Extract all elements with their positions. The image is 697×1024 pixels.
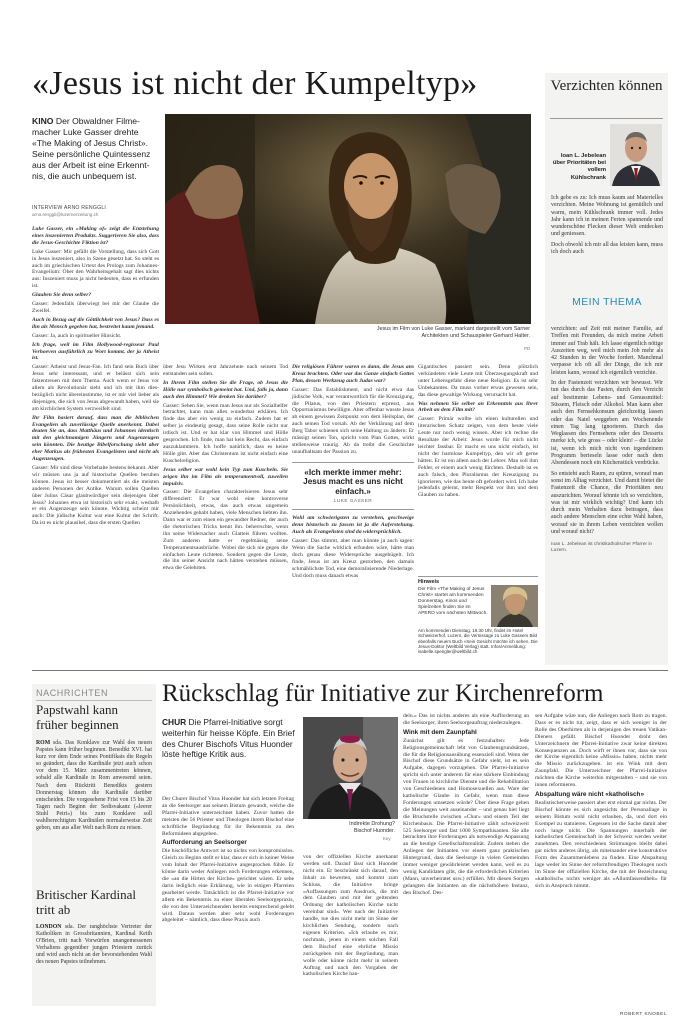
- bottom-col-3: [403, 713, 529, 1006]
- hinweis-text2: Am kommenden Dienstag, 19.30 Uhr, findet im Hotel Schweizerhof, Luzern, die Vernissage zu Luke Gassers Bild ebenfalls neuem Buch «Sein Gesicht möchte ich sehen. Die Jesus-Doktor (Weltbild Verlag) statt. Infos/Anmeldung: isabelle.spengler@weltbild.ch: [418, 628, 538, 655]
- q7: Jesus selber war wohl kein Typ zum Kuscheln. Sie zeigen ihn im Film als temperamentvoll, zuweilen impulsiv.: [163, 466, 288, 487]
- jesus-photo-credit: PD: [524, 346, 531, 351]
- opinion-body-1: [551, 195, 663, 258]
- bottom-col3-subhead: Wink mit dem Zaunpfahl: [403, 728, 477, 736]
- news-item-1-text: sda. Das Konklave zur Wahl des neuen Papstes kann früher beginnen. Benedikt XVI. hat kurz vor dem Ende seines Pontifikats die Regeln so geändert, dass die Kardinäle jetzt auch schon vor dem 15. März zusammentreten können, sobald alle Kardinäle in Rom anwesend seien. Nach dem Rücktritt Benedikts gestern Donnerstag können die Kardinäle darüber entscheiden. Die vorgesehene Frist von 15 bis 20 Tagen nach Beginn der Sedisvakanz («leerer Stuhl Petri») bis zum Konklave soll wahlberechtigten Kardinälen normalerweise Zeit geben, um aus aller Welt nach Rom zu reisen.: [36, 740, 152, 832]
- bottom-col3-intro: deln.» Das ist nichts anderes als eine Aufforderung an die Seelsorger, ihren Seelsorgeauftrag niederzulegen.: [403, 713, 529, 726]
- bottom-lead-text: Die Pfarrei-Initiative sorgt weiterhin für heisse Köpfe. Ein Brief des Churer Bischofs Vitus Huonder löste heftige Kritik aus.: [162, 717, 295, 760]
- bottom-col4-subhead: Abspaltung wäre nicht «katholisch»: [535, 790, 645, 798]
- top-col-3: [292, 364, 414, 654]
- news-item-2-title: Britischer Kardinal tritt ab: [36, 887, 136, 917]
- jebelean-portrait-illustration: [610, 124, 662, 186]
- opinion-author-caption: Ioan L. Jebelean über Prioritäten bei vollem Kühlschrank: [552, 153, 606, 181]
- q6: In Ihrem Film stellen Sie die Frage, ob Jesus die Hölle nur symbolisch gemeint hat. Und, falls ja, dann auch den Himmel? Wie denken Sie darüber?: [163, 379, 288, 400]
- jesus-photo: [165, 114, 531, 324]
- q10: Was nehmen Sie selber an Erkenntnis aus Ihrer Arbeit an dem Film mit?: [418, 400, 538, 414]
- pull-quote-attr: LUKE GASSER: [333, 498, 373, 504]
- a5: Gasser: Mir sind diese Vorbehalte bestens bekannt. Aber wir müssen uns ja auf historische Quellen beruhen können. Jesus ist besser dokumentiert als die meisten anderen Personen der Antike. Warum sollen Quellen über Julius Cäsar glaubwürdiger sein diejenigen über Jesus? Johannes etwa ist historisch sehr exakt, weshalb er ein Augenzeuge sein könnte. Wichtig scheint mir auch: Die jüdische Kultur war eine Kultur der Schrift. Da ist es nicht plausibel, dass die ersten Quellen: [32, 465, 159, 527]
- news-item-1-place: ROM: [36, 740, 51, 746]
- top-col-4: [418, 364, 538, 560]
- bottom-col-2: [303, 854, 398, 1006]
- section-divider: [32, 670, 668, 671]
- opinion-para-3: verzichten: auf Zeit mit meiner Familie, auf Treffen mit Freunden, da mich meine Arbeit immer auf Trab hält. Ich lasse eigentlich nötige Auszeiten weg, weil mich mein Job mehr als 42 Stunden in der Woche fordert. Manchmal verpasse ich oft all der Dinge, die ich mir leisten kann, worauf ich eigentlich verzichte.: [551, 326, 663, 376]
- a3: Gasser: Ja, auch in spiritueller Hinsicht.: [32, 332, 122, 339]
- bottom-col4-text2: Realistischerweise passiert aber erst einmal gar nichts. Der Bischof könnte es sich angesichts der Personallage in seinem Bistum wohl nicht erlauben, da, und dort ein Exempel zu statuieren. Gegessen ist die Sache damit aber noch lange nicht. Die Spannungen innerhalb der katholischen Gemeinschaft in der Schweiz werden weiter zunehmen. Den verschiedenen Strömungen bleibt dabei gar nichts anderes übrig, als miteinander eine konstruktive Form des Zusammenlebens zu finden. Eine Abspaltung lage weder im Sinne der reformfreudigen Theologen noch im Sinne der offiziellen Kirche, die mit der Bezeichnung «katholisch» nichts weniger als «Allumfassendheit» für sich in Anspruch nimmt.: [535, 799, 667, 889]
- opinion-footer: Ioan L. Jebelean ist christkatholischer Pfarrer in Luzern.: [551, 542, 653, 554]
- opinion-para-2: Doch obwohl ich mir all das leisten kann, muss ich doch auch: [551, 241, 663, 256]
- bottom-lead: [162, 717, 298, 760]
- hinweis-box: [418, 576, 538, 656]
- bottom-author: ROBERT KNOBEL: [619, 1012, 667, 1017]
- top-byline-email: arno.renggli@luzernerzeitung.ch: [32, 212, 99, 217]
- a4: Gasser: Atheist und Jesus-Fan. Ich fand sein Buch über Jesus sehr interessant, und er belässt sich sein faktentreuen mit dem Thema. Auch wenn er Jesus vor allem als Revolutionär sieht und ich mit ihm dies-bezüglich nicht übereinstimme, ist er mir viel lieber als diejenigen, die sich von Jesus abgewandt haben, weil sie am kirchlichen System verzweifelt sind.: [32, 364, 159, 412]
- q2: Glauben Sie denn selber?: [32, 292, 92, 299]
- q5: Ihr Film basiert darauf, dass man die biblischen Evangelien als zuverlässige Quelle anerkennt. Dabei deuten Sie an, dass Matthäus und Johannes identisch mit den gleichnamigen Jüngern und Augenzeugen sein könnten. Die heutige Bibelforschung sieht aber eher Markus als frühesten Evangelisten und nicht als Augenzeugen.: [32, 414, 159, 463]
- bottom-col-1: [162, 796, 294, 1006]
- opinion-para-1: Ich gebe es zu: Ich muss kaum auf Materielles verzichten. Meine Wohnung ist gemütlich und warm, mein Kühlschrank immer voll. Jedes Jahr kann ich in meinen Ferien spannende und wunderschöne Flecken dieser Welt entdecken und geniessen.: [551, 195, 663, 238]
- top-byline: INTERVIEW ARNO RENGGLI: [32, 205, 107, 211]
- top-lead: [32, 116, 160, 182]
- pull-quote-text: «Ich merkte immer mehr: Jesus macht es uns nicht einfach.»: [303, 467, 403, 496]
- news-item-2-text: sda. Der ranghöchste Vertreter der Katholiken in Grossbritannien, Kardinal Keith O'Brien, tritt nach Vorwürfen unangemessenen Verhaltens gegenüber jungen Priestern zurück und wird auch nicht an der bevorstehenden Wahl des neuen Papstes teilnehmen.: [36, 924, 152, 966]
- bottom-headline: Rückschlag für Initiative zur Kirchenreform: [162, 680, 604, 707]
- a9b: Gigantisches passiert sein. Denn plötzlich verkündeten viele Leute mit Überzeugungskraft und unter Lebensgefahr diese neue Religion. Es ist sehr Unbekanntes. Da muss vorher etwas gewesen sein, das diese gewaltige Wirkung verursacht hat.: [418, 364, 538, 398]
- news-item-2: [36, 924, 152, 967]
- news-label-rule: [36, 700, 152, 701]
- a7: Gasser: Die Evangelien charakterisieren Jesus sehr differenziert: Er war wohl eine kontroverse Persönlichkeit, etwas, das auch etwas ungemein Anziehendes gehabt haben, viele Menschen liebten ihn. Dann war er zum einen ein gewandter Redner, der auch die rhetorischen Tricks kennt ihn. beherrschte, wenn ihn seine Widersacher auch Glatteis führen wollten. Zum anderen hatte er regelmässig seine Temperamentsausbrüche. Wobei die sich nie gegen die einfachen Leute richteten. Sondern gegen die Leute, die ihn seiner Ansicht nach hätten verstehen müssen, etwa die Gelehrten.: [163, 489, 288, 572]
- opinion-label: MEIN THEMA: [572, 296, 642, 308]
- a6: Gasser: Sehen Sie, wenn man Jesus nur als Sozialhelfer betrachtet, kann man alles wunderbar erklären. Ich finde das aber ein wenig zu einfach. Zudem hat er selber ja eindeutig gesagt, dass seine Rolle nicht nur irdisch ist. Und er hat klar von Himmel und Hölle gesprochen. Ich finde, man hat kein Recht, das einfach auszuklammern. Ich hoffe natürlich, dass es keine Hölle gibt. Aber das Christentum ist nicht einfach eine Kuschelreligion.: [163, 402, 288, 464]
- bottom-col1-text: Die bischöfliche Antwort ist so nichts von kompromisslos. Gleich zu Beginn stellt er klar, dass er sich in keiner Weise vom Inhalt der Pfarrei-Initiative angesprochen fühle. Er könne darin weder Anliegen noch Forderungen erkennen, die «an die Hirten der Kirche» gerichtet wären. Er sehe darin lediglich eine Erklärung, wie in einigen Pfarreien gearbeitet werde. Tatsächlich ist die Pfarrei-Initiative vor allem ein Bekenntnis zu einer liberalen Seelsorgepraxis, die von den Unterzeichnenden bereits entsprechend gelebt wird. Daraus werden aber sehr wohl Forderungen abgeleitet – nämlich, dass diese Praxis auch: [162, 848, 294, 924]
- hinweis-text: Der Film «The Making of Jesus Christ» startet am kommenden Donnerstag. Kinos und Spielzeiten finden Sie im APERO vom nächsten Mittwoch.: [418, 587, 488, 616]
- opinion-divider: [550, 118, 663, 119]
- opinion-para-5: So entsteht auch Raum, zu spüren, worauf man sonst im Alltag verzichtet. Und damit bietet die Fastenzeit die Chance, die Prioritäten neu auszurichten. Worauf könnte ich so verzichten, was ist mir wirklich wichtig? Und kann ich durch mein Verhalten dazu beitragen, dass auch andere Menschen eine echte Wahl haben, worauf sie in ihrem Leben verzichten wollen und worauf nicht?: [551, 470, 663, 536]
- q4: Ich frage, weil im Film Hollywood-regisseur Paul Verhoeven ausführlich zu Wort kommt, der ja Atheist ist.: [32, 341, 159, 362]
- bottom-col4-text: sen Aufgabe wäre nun, die Anliegen nach Rom zu tragen. Dass er es nicht tut, zeigt, dass er sich weniger in der Rolle des Oberhirten als in derjenigen des treuen Vatikan-Dieners gefällt. Bischof Huonder droht den Unterzeichnern der Pfarrei-Initiative zwar keine direkten Konsequenzen an. Doch wirft er ihnen vor, dass sie von der Kirche eigentlich keine «Missio» haben, nichts mehr die Missio zurückzugeben. ist ein Wink mit dem Zaunpfahl. Die Unterzeichner der Pfarrei-Initiative möchten die Kirche weiterhin mitgestalten – und sie von innen reformieren.: [535, 713, 667, 789]
- opinion-para-4: In der Fastenzeit verzichten wir bewusst. Wir tun das durch das Fasten, durch den Verzicht auf bestimmte Lebens- und Genussmittel: Süssem, Fleisch oder Alkohol. Man kann aber auch den Fernsehkonsum gleichzeitig lassen oder das Natel weggeben am Wochenende einen Tag lang ignorieren. Durch das Weglassen des Fernsehens oder des Desserts merke ich, wie gross – oder klein! – die Lücke ist, wenn ich mich nicht von irgendeinem Programm berieseln lasse oder nach dem Abendessen noch ein Küchenstück verdrücke.: [551, 380, 663, 467]
- q1: Luke Gasser, ein «Making of» zeigt die Entstehung eines inszenierten Produkts. Suggerieren Sie also, dass die Jesus-Geschichte Fiktion ist?: [32, 226, 159, 246]
- a5b: über Jesu Wirken erst Jahrzehnte nach seinem Tod entstanden sein sollen.: [163, 364, 288, 377]
- top-col-1: [32, 226, 159, 656]
- opinion-title: Verzichten können: [550, 78, 663, 94]
- a10: Gasser: Primär wollte ich einen kulturellen und literarischen Schatz zeigen, von dem heute viele Leute nur noch wenig wissen. Aber ich rechne die Resultate der Arbeit: Jesus wurde für mich nicht leichter fassbar. Er macht es uns nicht einfach, ist nicht der harmlose Kumpeltyp, den wir oft gerne hätten. Er ist ein allem auch der Lehrer. Man soll ihm Fehler, er einem auch wenig fürchten. Deshalb ist es auch falsch, den Pluralismus der Kreuzigung zu ignorieren, wie das heute oft gefordert wird. Ich habe jedenfalls gelernt, mehr Respekt vor ihm und dem Glauben zu haben.: [418, 416, 538, 499]
- jebelean-portrait: [610, 124, 662, 186]
- news-item-1-title: Papstwahl kann früher beginnen: [36, 702, 119, 732]
- top-kicker: KINO: [32, 116, 54, 126]
- huonder-photo-credit: Key: [383, 836, 391, 841]
- a1: Luke Gasser: Mir gefällt die Vorstellung, dass sich Gott in Jesus inszeniert, also in Szene gesetzt hat. So steht es auch im griechischen Urtext des Prologs zum Johannes-Evangelium: Ober den Wahrheitsgehalt sagt dies nichts aus: Inszeniert muss ja nicht bedeuten, dass es erfunden ist.: [32, 248, 159, 290]
- a9: Gasser: Das stimmt, aber man könnte ja auch sagen: Wenn die Sache wirklich erfunden wäre, hätte man doch genau diese Widersprüche ausgebügelt. Ich finde, Jesus ist am Kreuz gestorben, den damals schmählichste Tod, eine demoralisierende Niederlage. Und doch muss danach etwas: [292, 538, 414, 579]
- bottom-col2-text: von der offiziellen Kirche anerkannt werden soll. Darauf lässt sich Huonder nicht ein. Er beschränkt sich darauf, den Inhalt zu bewerten, und kommt zum Schluss, die Initiative bringe «Auffassungen zum Ausdruck, die mit dem Glauben und mit der geltenden Ordnung der katholischen Kirche nicht vereinbar sind». Wer nach der Initiative handle, tue dies nicht mehr im Sinne der kirchlichen Sendung, sondern nach eigenen Kriterien. «Ich erlaube es mir, nochmals, jenen in einem solchen Fall dem Bischof eine ehrliche Missio zurückgeben mit der Begründung, man wolle oder könne nicht mehr in seinem Auftrag und nach den Vorgaben der katholischen Kirche han-: [303, 854, 398, 978]
- jesus-photo-caption: Jesus im Film von Luke Gasser, markant dargestellt vom Sarner Architekten und Schauspieler Gerhard Halter.: [376, 326, 530, 339]
- huonder-photo-illustration: [303, 717, 398, 819]
- bottom-kicker: CHUR: [162, 717, 187, 727]
- top-col-2: [163, 364, 288, 654]
- news-section-label: NACHRICHTEN: [36, 688, 109, 698]
- bottom-col1-subhead: Aufforderung an Seelsorger: [162, 839, 247, 847]
- gasser-portrait-illustration: [491, 585, 538, 627]
- news-item-2-place: LONDON: [36, 924, 62, 930]
- top-lead-text: Der Obwaldner Filme-macher Luke Gasser drehte «The Making of Jesus Christ». Seine persönliche Quintessenz aus der Arbeit ist eine Erkennt-nis, die auch unbequem ist.: [32, 116, 151, 181]
- bottom-col-4: [535, 713, 667, 1009]
- hinweis-title: Hinweis: [418, 579, 440, 585]
- news-item-1: [36, 740, 152, 832]
- top-headline: «Jesus ist nicht der Kumpeltyp»: [32, 65, 478, 102]
- bottom-col1-intro: Der Churer Bischof Vitus Huonder hat sich letzten Freitag an die Seelsorger aus seinem Bistum gewandt, welche die Pfarrei-Initiative unterzeichnet haben. Zuvor hatten die meisten der 56 Priester und Theologen ihrem Bischof eine schriftliche Begründung für ihr Bekenntnis zu den Reformideen abgegeben.: [162, 796, 294, 837]
- bottom-col3-text: Zunächst gilt es festzuhalten: Jede Religionsgemeinschaft lebt von Glaubensgrundsätzen, die für die Religionsausübung essenziell sind. Wenn der Bischof diese Grundsätze in Gefahr sieht, ist es sein Aufgabe, dagegen vorzugehen. Die Pfarrei-Initiative spricht sich unter anderem für eine stärkere Einbindung von Frauen in kirchliche Dienste und die Rehabilitation von Geschiedenen und Homosexuellen aus. Ware der katholische Glaube in Gefahr, wenn man diese Forderungen umsetzen würde? Über diese Frage gehen die Meinungen weit auseinander – und genau hier liegt die Bruchstelle zwischen «Chur» und einem Teil der Kirchenbasis. Die Pfarrei-Initiative zählt schweizweit 525 Seelsorger und fast 1000 Sympathisanten. Sie alle betrachten ihre Forderungen als notwendige Anpassung an die heutige Gesellschaftsrealität. Zudem stehen die Anliegen der Initianten vor einem ganz praktischen Hintergrund, dass die Seelsorge in vielen Gemeinden immer weniger gewährleistet werden kann, weil es zu wenig Kandidaten gibt, die die erforderlichen Kriterien (Mann, unverheiratet usw.) erfüllen. Mit diesen Sorgen gelangten die Initianten an die nächsthöhere Instanz, den Bischof. Des-: [403, 737, 529, 896]
- q8: Die religiösen Führer waren es dann, die Jesus ans Kreuz brachten. Oder war das Ganze einfach Gottes Plan, dessen Werkzeug auch Judas war?: [292, 364, 414, 384]
- huonder-photo: [303, 717, 398, 819]
- huonder-photo-caption: Indirekte Drohung? Bischof Huonder.: [349, 821, 395, 834]
- jesus-photo-illustration: [165, 114, 531, 324]
- opinion-body-2: [551, 326, 663, 556]
- q9: Wohl am schwierigsten zu verstehen, geschweige denn historisch zu fassen ist ja die Auferstehung. Auch als Evangelisten sind da widersprüchlich.: [292, 515, 414, 536]
- a2: Gasser: Jedenfalls überwiegt bei mir der Glaube die Zweifel.: [32, 301, 159, 314]
- pull-quote: [292, 462, 414, 511]
- gasser-portrait: [491, 585, 538, 627]
- a8: Gasser: Das Establishment, und nicht etwa das jüdische Volk, war verantwortlich für die Kreuzigung, die Pilatus, von den Priestern erpresst, aus Opportunismus bewilligte. Aber offenbar wusste Jesus ab einem gewissen Zeitpunkt von dem Heilsplan, der auch seinen Tod vorsah. Ab der Verklärung auf dem Berg Tabor schienen sich seine Haltung zu ändern: Er mässigt seinen Ton, spricht vom Plan Gottes, wirkt stellenweise traurig. Ab da treibt die Geschichte unaufhaltsam der Passion zu.: [292, 386, 415, 455]
- q3: Auch in Bezug auf die Göttlichkeit von Jesus? Dass es ihn als Mensch gegeben hat, bestreitet kaum jemand.: [32, 316, 159, 330]
